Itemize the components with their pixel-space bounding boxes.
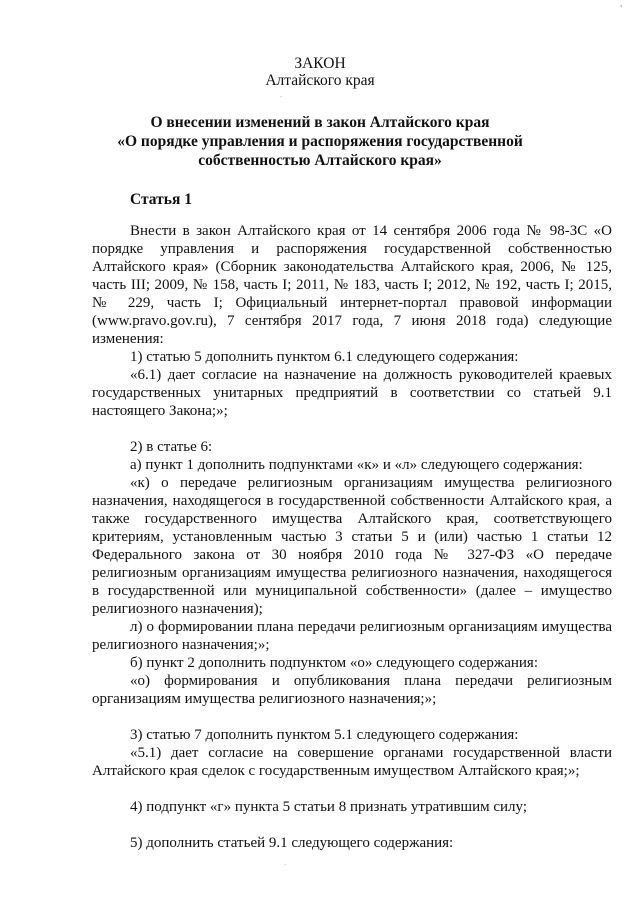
spacer [92,780,612,798]
document-title: ЗАКОН [294,55,346,72]
article-body [92,222,612,852]
scan-mark-top: ' [620,4,622,15]
paragraph-item-1: 1) статью 5 дополнить пунктом 6.1 следующего содержания: [130,349,519,365]
paragraph-item-2: 2) в статье 6: [130,439,213,455]
spacer [92,708,612,726]
paragraph-6-1: «6.1) дает согласие на назначение на должность руководителей краевых государственных унитарных предприятий в соответствии со статьей 9.1 настоящего Закона;»; [92,367,612,419]
paragraph-item-2b: б) пункт 2 дополнить подпунктом «о» следующего содержания: [130,655,538,671]
spacer [92,420,612,438]
law-heading-line-3: собственностью Алтайского края» [198,152,442,169]
document-subtitle: Алтайского края [265,72,375,89]
paragraph-subitem-k: «к) о передаче религиозным организациям имущества религиозного назначения, находящегося в государственной собственности Алтайского края, а также государственного имущества Алтайского края, соответствующего критериям, установленным частью 3 статьи 5 и (или) частью 1 статьи 12 Федерального закона от 30 ноября 2010 года № 327-ФЗ «О передаче религиозным организациям имущества религиозного назначения, находящегося в государственной или муниципальной собственности» (далее – имущество религиозного назначения); [92,475,612,617]
law-heading-line-2: «О порядке управления и распоряжения государственной [117,133,523,150]
paragraph-item-5: 5) дополнить статьей 9.1 следующего содержания: [130,835,454,851]
paragraph-5-1: «5.1) дает согласие на совершение органами государственной власти Алтайского края сделок с государственным имуществом Алтайского края;»; [92,745,612,779]
paragraph-subitem-o: «о) формирования и опубликования плана передачи религиозным организациям имущества религиозного назначения;»; [92,673,612,707]
spacer [92,816,612,834]
paragraph-item-3: 3) статью 7 дополнить пунктом 5.1 следующего содержания: [130,727,519,743]
law-heading-line-1: О внесении изменений в закон Алтайского края [150,114,490,131]
paragraph-item-2a: а) пункт 1 дополнить подпунктами «к» и «л» следующего содержания: [130,457,583,473]
paragraph-intro: Внести в закон Алтайского края от 14 сентября 2006 года № 98-ЗС «О порядке управления и распоряжения государственной собственностью Алтайского края» (Сборник законодательства Алтайского края, 2006, № 125, часть III; 2009, № 158, часть I; 2011, № 183, часть I; 2012, № 192, часть I; 2015, № 229, часть I; Официальный интернет-портал правовой информации (www.pravo.gov.ru), 7 сентября 2017 года, 7 июня 2018 года) следующие изменения: [92,223,612,347]
scan-mark-bottom: . [284,858,286,867]
article-title: Статья 1 [130,191,192,208]
scan-mark-middle: . [280,90,282,99]
paragraph-subitem-l: л) о формировании плана передачи религиозным организациям имущества религиозного назначения;»; [92,619,612,653]
paragraph-item-4: 4) подпункт «г» пункта 5 статьи 8 признать утратившим силу; [130,799,528,815]
